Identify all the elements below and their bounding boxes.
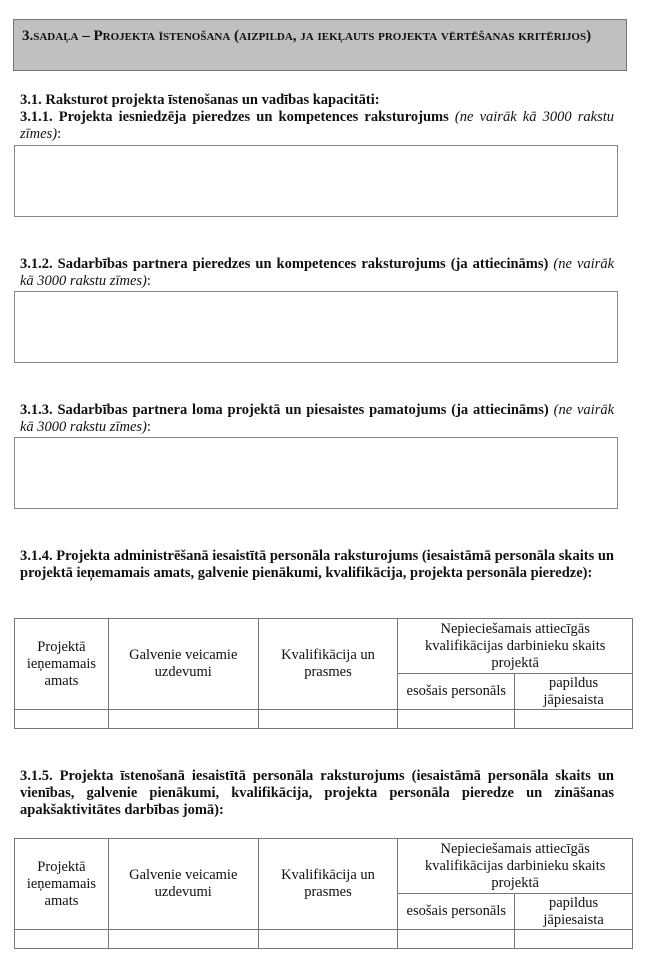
cell[interactable] (398, 710, 515, 729)
heading-text: 3.1.2. Sadarbības partnera pieredzes un kompetences raksturojums (ja attiecināms) (20, 256, 549, 272)
cell[interactable] (15, 710, 109, 729)
cell[interactable] (108, 930, 258, 949)
hint-text: (ne vairāk kā 3000 rakstu zīmes) (20, 402, 615, 435)
col-header-tasks: Galvenie veicamie uzdevumi (108, 619, 258, 710)
answer-box-3-1-3[interactable] (14, 437, 618, 509)
cell[interactable] (258, 710, 398, 729)
heading-text: 3.1. Raksturot projekta īstenošanas un vadības kapacitāti: (20, 92, 380, 108)
col-header-position: Projektā ieņemamais amats (15, 839, 109, 930)
heading-3-1-5: 3.1.5. Projekta īstenošanā iesaistītā personāla raksturojums (iesaistāmā personāla skaits un vienības, galvenie pienākumi, kvalifikācija, projekta personāla pieredze un zināšanas apakšaktivitātes darbības jomā): (20, 768, 614, 818)
cell[interactable] (108, 710, 258, 729)
col-header-qualification: Kvalifikācija un prasmes (258, 839, 398, 930)
table-row (15, 930, 633, 949)
hint-text: (ne vairāk kā 3000 rakstu zīmes) (20, 256, 615, 289)
cell[interactable] (515, 930, 633, 949)
heading-3-1-3 (20, 402, 614, 436)
heading-text: 3.1.3. Sadarbības partnera loma projektā un piesaistes pamatojums (ja attiecināms) (20, 402, 549, 418)
colon: : (146, 419, 151, 435)
table-row (15, 710, 633, 729)
heading-3-1-2 (20, 256, 614, 290)
cell[interactable] (398, 930, 515, 949)
staff-table-admin (14, 618, 633, 729)
heading-3-1-4: 3.1.4. Projekta administrēšanā iesaistītā personāla raksturojums (iesaistāmā personāla skaits un projektā ieņemamais amats, galvenie pienākumi, kvalifikācija, projekta personāla pieredze): (20, 548, 614, 581)
staff-table-implementation (14, 838, 633, 949)
col-header-existing: esošais personāls (398, 894, 515, 930)
col-header-staff-count: Nepieciešamais attiecīgās kvalifikācijas darbinieku skaits projektā (398, 619, 633, 674)
cell[interactable] (258, 930, 398, 949)
col-header-tasks: Galvenie veicamie uzdevumi (108, 839, 258, 930)
col-header-staff-count: Nepieciešamais attiecīgās kvalifikācijas darbinieku skaits projektā (398, 839, 633, 894)
heading-3-1-1 (20, 109, 614, 143)
heading-3-1 (20, 92, 614, 109)
section-title: 3.sadaļa – Projekta īstenošana (aizpilda, ja iekļauts projekta vērtēšanas kritērijos) (13, 19, 627, 71)
cell[interactable] (515, 710, 633, 729)
colon: : (57, 126, 62, 142)
col-header-existing: esošais personāls (398, 674, 515, 710)
col-header-additional: papildus jāpiesaista (515, 674, 633, 710)
col-header-qualification: Kvalifikācija un prasmes (258, 619, 398, 710)
heading-text: 3.1.1. Projekta iesniedzēja pieredzes un kompetences raksturojums (20, 109, 449, 125)
col-header-additional: papildus jāpiesaista (515, 894, 633, 930)
hint-text: (ne vairāk kā 3000 rakstu zīmes) (20, 109, 615, 142)
colon: : (146, 273, 151, 289)
cell[interactable] (15, 930, 109, 949)
answer-box-3-1-2[interactable] (14, 291, 618, 363)
answer-box-3-1-1[interactable] (14, 145, 618, 217)
col-header-position: Projektā ieņemamais amats (15, 619, 109, 710)
